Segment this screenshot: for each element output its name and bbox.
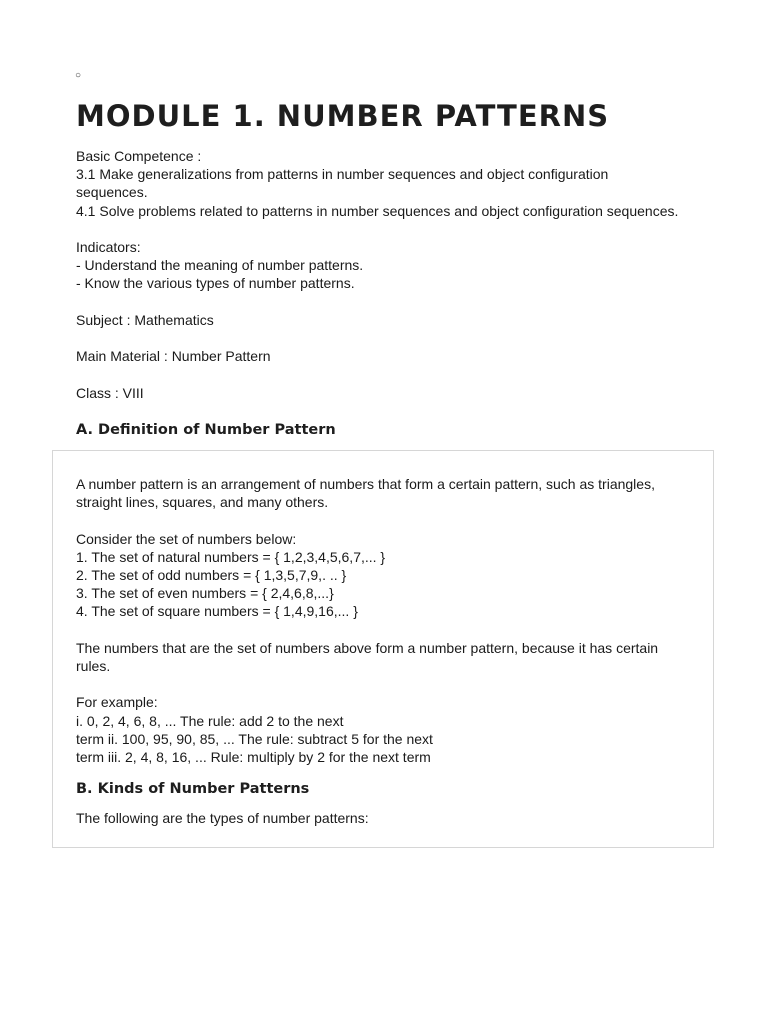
definition-line2: straight lines, squares, and many others. [76,494,329,511]
example-heading: For example: [76,694,158,711]
main-material-label: Main Material : Number Pattern [76,348,271,365]
set-item: 3. The set of even numbers = { 2,4,6,8,...} [76,585,334,602]
example-item: i. 0, 2, 4, 6, 8, ... The rule: add 2 to the next [76,712,344,729]
subject-label: Subject : Mathematics [76,311,214,328]
example-item: term ii. 100, 95, 90, 85, ... The rule: subtract 5 for the next [76,730,433,747]
module-info [76,147,716,402]
bullet-marker: ○ [75,70,82,81]
section-b-title: B. Kinds of Number Patterns [76,781,310,798]
definition-line1: A number pattern is an arrangement of numbers that form a certain pattern, such as triangles, [76,476,655,492]
rules-line2: rules. [76,658,111,674]
competence-heading: Basic Competence : [76,148,202,164]
indicator-item: - Know the various types of number patterns. [76,275,355,292]
set-item: 1. The set of natural numbers = { 1,2,3,4,5,6,7,... } [76,548,386,565]
indicators-heading: Indicators: [76,239,141,255]
rules-line1: The numbers that are the set of numbers above form a number pattern, because it has certain [76,639,659,656]
section-b-intro: The following are the types of number patterns: [76,810,369,827]
competence-3-1-line1: 3.1 Make generalizations from patterns in number sequences and object configuration [76,166,609,183]
example-item: term iii. 2, 4, 8, 16, ... Rule: multiply by 2 for the next term [76,749,431,765]
indicator-item: - Understand the meaning of number patterns. [76,257,364,274]
content-box [52,450,714,848]
consider-label: Consider the set of numbers below: [76,530,297,547]
set-item: 4. The set of square numbers = { 1,4,9,16,... } [76,603,358,620]
class-label: Class : VIII [76,384,144,401]
competence-3-1-line2: sequences. [76,184,148,201]
competence-4-1: 4.1 Solve problems related to patterns in number sequences and object configuration sequences. [76,202,679,219]
section-a-title: A. Definition of Number Pattern [76,422,336,438]
page-title: MODULE 1. NUMBER PATTERNS [76,99,610,133]
set-item: 2. The set of odd numbers = { 1,3,5,7,9,. .. } [76,567,347,583]
content-box-body [76,475,676,827]
